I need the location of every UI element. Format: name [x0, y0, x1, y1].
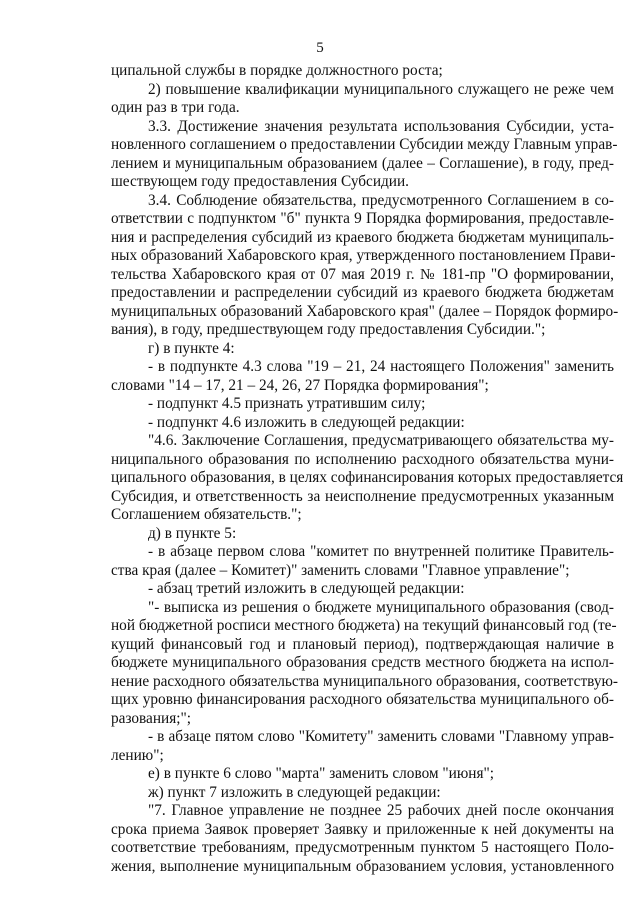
text-line: ния и распределения субсидий из краевого бюджета бюджетам муниципаль- — [111, 228, 614, 246]
text-line: вания), в году, предшествующем году предоставления Субсидии."; — [111, 321, 546, 338]
text-line: Соглашением обязательств."; — [111, 506, 302, 523]
text-line: ципального образования, в целях софинансирования которых предоставляется — [111, 469, 624, 486]
text-line: словами "14 – 17, 21 – 24, 26, 27 Порядка формирования"; — [111, 376, 489, 394]
text-line: г) в пункте 4: — [148, 339, 235, 357]
text-line: ответствии с подпунктом "б" пункта 9 Порядка формирования, предоставле- — [111, 210, 614, 227]
text-line: ципальной службы в порядке должностного роста; — [111, 62, 443, 79]
text-line: д) в пункте 5: — [148, 524, 237, 542]
text-line: бюджете муниципального образования средств местного бюджета на испол- — [111, 654, 614, 671]
text-line: кущий финансовый год и плановый период), подтверждающая наличие в — [111, 635, 614, 653]
text-line: - в абзаце первом слова "комитет по внутренней политике Правитель- — [148, 543, 614, 560]
text-line: предоставлении и распределении субсидий из краевого бюджета бюджетам — [111, 284, 614, 301]
text-line: 2) повышение квалификации муниципального служащего не реже чем — [148, 80, 614, 98]
text-line: 3.4. Соблюдение обязательства, предусмотренного Соглашением в со- — [148, 191, 614, 209]
text-line: "4.6. Заключение Соглашения, предусматривающего обязательства му- — [148, 432, 614, 449]
text-line: "7. Главное управление не позднее 25 рабочих дней после окончания — [148, 802, 614, 819]
text-line: нение расходного обязательства муниципального образования, соответствую- — [111, 672, 618, 690]
text-line: новленного соглашением о предоставлении Субсидии между Главным управ- — [111, 136, 618, 153]
text-line: - в абзаце пятом слово "Комитету" заменить словами "Главному управ- — [148, 728, 614, 745]
text-line: тельства Хабаровского края от 07 мая 2019 г. № 181-пр "О формировании, — [111, 265, 614, 283]
text-line: один раз в три года. — [111, 99, 240, 116]
text-line: ной бюджетной росписи местного бюджета) на текущий финансовый год (те- — [111, 617, 617, 634]
text-line: лению"; — [111, 746, 164, 764]
text-line: - подпункт 4.5 признать утратившим силу; — [148, 395, 426, 412]
text-line: разования;"; — [111, 709, 192, 727]
text-line: 3.3. Достижение значения результата использования Субсидии, уста- — [148, 117, 614, 135]
text-line: жения, выполнение муниципальным образованием условия, установленного — [111, 857, 614, 875]
text-line: муниципальных образований Хабаровского края" (далее – Порядок формиро- — [111, 302, 619, 320]
text-line: шествующем году предоставления Субсидии. — [111, 173, 409, 190]
text-line: - абзац третий изложить в следующей редакции: — [148, 580, 465, 597]
document-body — [111, 62, 624, 876]
text-line: срока приема Заявок проверяет Заявку и приложенные к ней документы на — [111, 820, 614, 838]
text-line: "- выписка из решения о бюджете муниципального образования (свод- — [148, 598, 614, 616]
text-line: лением и муниципальным образованием (далее – Соглашение), в году, пред- — [111, 154, 614, 172]
text-line: е) в пункте 6 слово "марта" заменить словом "июня"; — [148, 765, 495, 782]
text-line: соответствие требованиям, предусмотренным пунктом 5 настоящего Поло- — [111, 839, 614, 856]
text-line: - в подпункте 4.3 слова "19 – 21, 24 настоящего Положения" заменить — [148, 358, 614, 375]
text-line: ниципального образования по исполнению расходного обязательства муни- — [111, 450, 614, 468]
text-line: ства края (далее – Комитет)" заменить словами "Главное управление"; — [111, 561, 570, 579]
text-line: щих уровню финансирования расходного обязательства муниципального об- — [111, 691, 614, 708]
text-line: ных образований Хабаровского края, утвержденного постановлением Прави- — [111, 247, 616, 264]
text-line: Субсидия, и ответственность за неисполнение предусмотренных указанным — [111, 487, 614, 505]
text-line: ж) пункт 7 изложить в следующей редакции: — [148, 783, 441, 801]
page-number: 5 — [316, 40, 324, 56]
text-line: - подпункт 4.6 изложить в следующей редакции: — [148, 413, 465, 431]
